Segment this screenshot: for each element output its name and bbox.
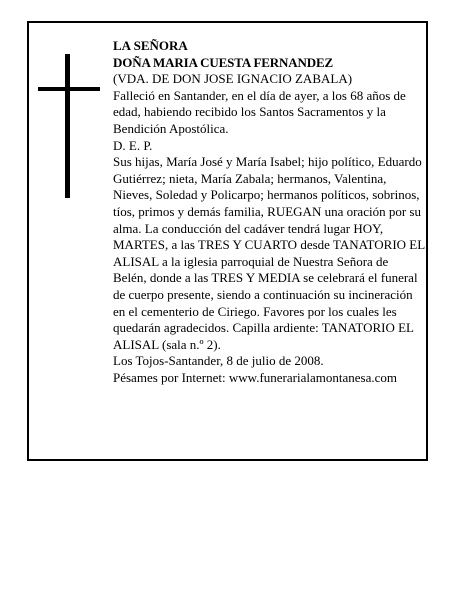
heading-title: LA SEÑORA: [113, 38, 188, 53]
cross-vertical-bar: [65, 54, 70, 198]
cross-icon: [38, 54, 100, 198]
place-and-date: Los Tojos-Santander, 8 de julio de 2008.: [113, 353, 324, 369]
rip-abbreviation: D. E. P.: [113, 137, 153, 153]
obituary-text: [113, 38, 425, 386]
condolences-line: Pésames por Internet: www.funerarialamontanesa.com: [113, 369, 397, 385]
cross-horizontal-bar: [38, 87, 100, 91]
widow-of: (VDA. DE DON JOSE IGNACIO ZABALA): [113, 71, 353, 87]
family-and-service-details: Sus hijas, María José y María Isabel; hijo político, Eduardo Gutiérrez; nieta, María Zabala; hermanos, Valentina, Nieves, Soledad y Policarpo; hermanos políticos, sobrinos, tíos, primos y demás familia, RUEGAN una oración por su alma. La conducción del cadáver tendrá lugar HOY, MARTES, a las TRES Y CUARTO desde TANATORIO EL ALISAL a la iglesia parroquial de Nuestra Señora de Belén, donde a las TRES Y MEDIA se celebrará el funeral de cuerpo presente, siendo a continuación su incineración en el cementerio de Ciriego. Favores por los cuales les quedarán agradecidos. Capilla ardiente: TANATORIO EL ALISAL (sala n.º 2).: [113, 154, 425, 352]
deceased-name: DOÑA MARIA CUESTA FERNANDEZ: [113, 54, 333, 70]
death-statement: Falleció en Santander, en el día de ayer, a los 68 años de edad, habiendo recibido los Santos Sacramentos y la Bendición Apostólica.: [113, 87, 406, 136]
